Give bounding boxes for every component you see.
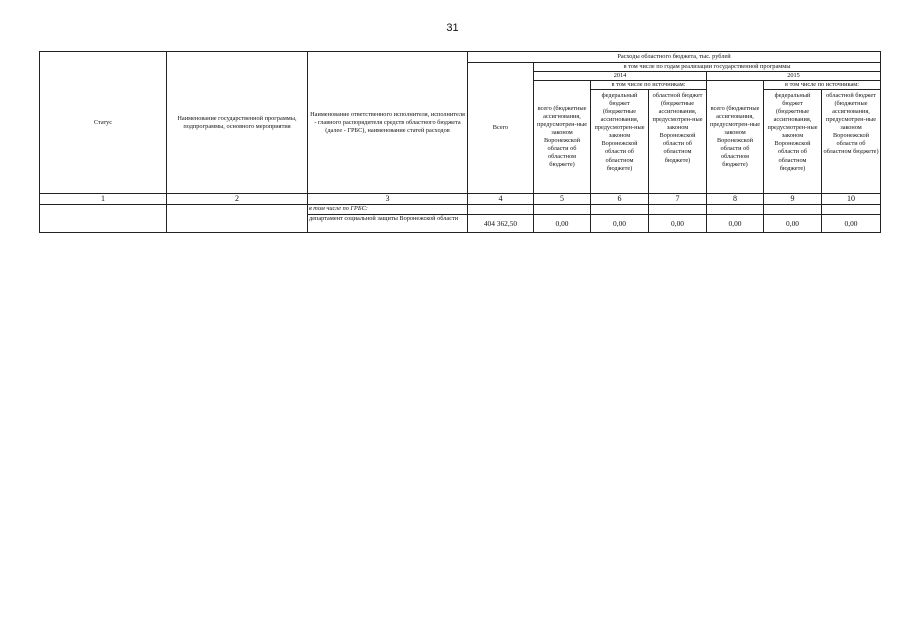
status-cell bbox=[40, 205, 167, 233]
header-regional-2015: областной бюджет (бюджетные ассигнования, предусмотрен-ные законом Воронежской области об областном бюджете) bbox=[822, 90, 881, 194]
total-cell: 404 362,50 bbox=[468, 215, 534, 233]
empty-cell bbox=[591, 205, 649, 215]
header-regional-2014: областной бюджет (бюджетные ассигнования, предусмотрен-ные законом Воронежской области об областном бюджете) bbox=[649, 90, 707, 194]
column-number: 9 bbox=[764, 194, 822, 205]
empty-cell bbox=[649, 205, 707, 215]
header-sources-2014: в том числе по источникам: bbox=[591, 81, 707, 90]
column-number: 10 bbox=[822, 194, 881, 205]
header-total-2015: всего (бюджетные ассигнования, предусмотрен-ные законом Воронежской области об областном бюджете) bbox=[707, 81, 764, 194]
total-2014-cell: 0,00 bbox=[534, 215, 591, 233]
column-number: 8 bbox=[707, 194, 764, 205]
header-total-2014: всего (бюджетные ассигнования, предусмотрен-ные законом Воронежской области об областном бюджете) bbox=[534, 81, 591, 194]
header-expenses: Расходы областного бюджета, тыс. рублей bbox=[468, 52, 881, 63]
column-number: 3 bbox=[308, 194, 468, 205]
empty-cell bbox=[707, 205, 764, 215]
column-numbers-row bbox=[40, 194, 881, 205]
grbs-label: в том числе по ГРБС: bbox=[308, 205, 468, 215]
empty-cell bbox=[764, 205, 822, 215]
header-program: Наименование государственной программы, подпрограммы, основного мероприятия bbox=[167, 52, 308, 194]
column-number: 2 bbox=[167, 194, 308, 205]
federal-2014-cell: 0,00 bbox=[591, 215, 649, 233]
column-number: 6 bbox=[591, 194, 649, 205]
header-year-2015: 2015 bbox=[707, 72, 881, 81]
grbs-subheader-row bbox=[40, 205, 881, 215]
column-number: 7 bbox=[649, 194, 707, 205]
page-number: 31 bbox=[446, 22, 459, 34]
header-year-2014: 2014 bbox=[534, 72, 707, 81]
header-status: Статус bbox=[40, 52, 167, 194]
column-number: 4 bbox=[468, 194, 534, 205]
header-sources-2015: в том числе по источникам: bbox=[764, 81, 881, 90]
total-2015-cell: 0,00 bbox=[707, 215, 764, 233]
program-cell bbox=[167, 205, 308, 233]
empty-cell bbox=[534, 205, 591, 215]
header-federal-2014: федеральный бюджет (бюджетные ассигнования, предусмотрен-ные законом Воронежской области об областном бюджете) bbox=[591, 90, 649, 194]
budget-table bbox=[39, 51, 881, 233]
executor-cell: департамент социальной защиты Воронежской области bbox=[308, 215, 468, 233]
header-federal-2015: федеральный бюджет (бюджетные ассигнования, предусмотрен-ные законом Воронежской области об областном бюджете) bbox=[764, 90, 822, 194]
federal-2015-cell: 0,00 bbox=[764, 215, 822, 233]
regional-2015-cell: 0,00 bbox=[822, 215, 881, 233]
column-number: 1 bbox=[40, 194, 167, 205]
regional-2014-cell: 0,00 bbox=[649, 215, 707, 233]
header-total: Всего bbox=[468, 63, 534, 194]
empty-cell bbox=[468, 205, 534, 215]
empty-cell bbox=[822, 205, 881, 215]
header-by-years: в том числе по годам реализации государственной программы bbox=[534, 63, 881, 72]
column-number: 5 bbox=[534, 194, 591, 205]
header-executor: Наименование ответственного исполнителя, исполнителя - главного распорядителя средств областного бюджета (далее - ГРБС), наименование статей расходов bbox=[308, 52, 468, 194]
